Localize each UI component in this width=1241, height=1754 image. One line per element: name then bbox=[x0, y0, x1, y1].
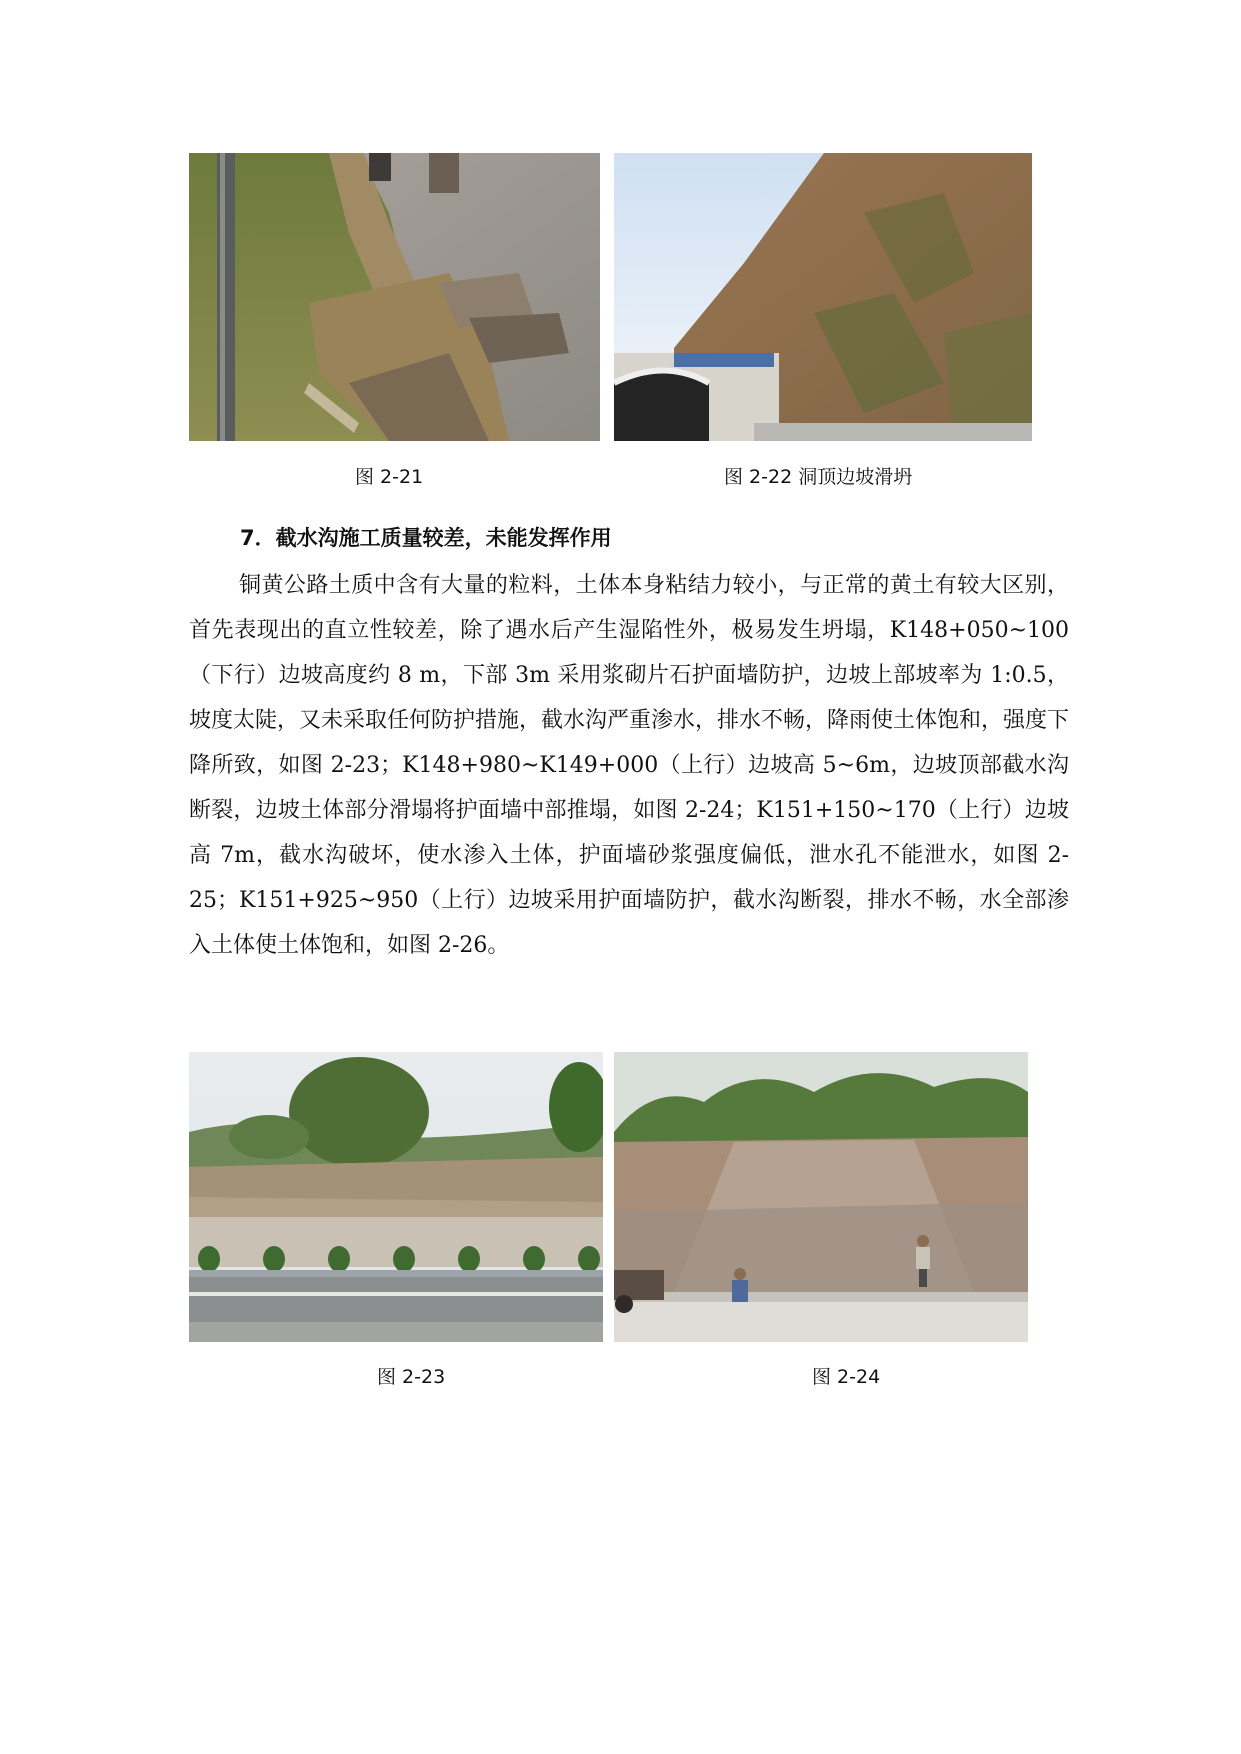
figure-2-24-photo bbox=[614, 1052, 1028, 1342]
body-paragraph-block bbox=[189, 563, 1069, 968]
figure-2-21-caption: 图 2-21 bbox=[355, 466, 424, 488]
section-heading: 7．截水沟施工质量较差，未能发挥作用 bbox=[240, 526, 612, 550]
figure-2-23-caption: 图 2-23 bbox=[377, 1366, 446, 1388]
figure-2-22-photo bbox=[614, 153, 1032, 441]
figure-2-21-photo bbox=[189, 153, 600, 441]
figure-2-22-caption: 图 2-22 洞顶边坡滑坍 bbox=[724, 466, 913, 488]
body-paragraph: 铜黄公路土质中含有大量的粒料，土体本身粘结力较小，与正常的黄土有较大区别，首先表现出的直立性较差，除了遇水后产生湿陷性外，极易发生坍塌，K148+050~100（下行）边坡高度约 8 m，下部 3m 采用浆砌片石护面墙防护，边坡上部坡率为 1:0.5，坡度太陡，又未采取任何防护措施，截水沟严重渗水，排水不畅，降雨使土体饱和，强度下降所致，如图 2-23；K148+980~K149+000（上行）边坡高 5~6m，边坡顶部截水沟断裂，边坡土体部分滑塌将护面墙中部推塌，如图 2-24；K151+150~170（上行）边坡高 7m，截水沟破坏，使水渗入土体，护面墙砂浆强度偏低，泄水孔不能泄水，如图 2-25；K151+925~950（上行）边坡采用护面墙防护，截水沟断裂，排水不畅，水全部渗入土体使土体饱和，如图 2-26。 bbox=[189, 573, 1070, 958]
figure-2-24-caption: 图 2-24 bbox=[812, 1366, 881, 1388]
figure-2-23-photo bbox=[189, 1052, 603, 1342]
